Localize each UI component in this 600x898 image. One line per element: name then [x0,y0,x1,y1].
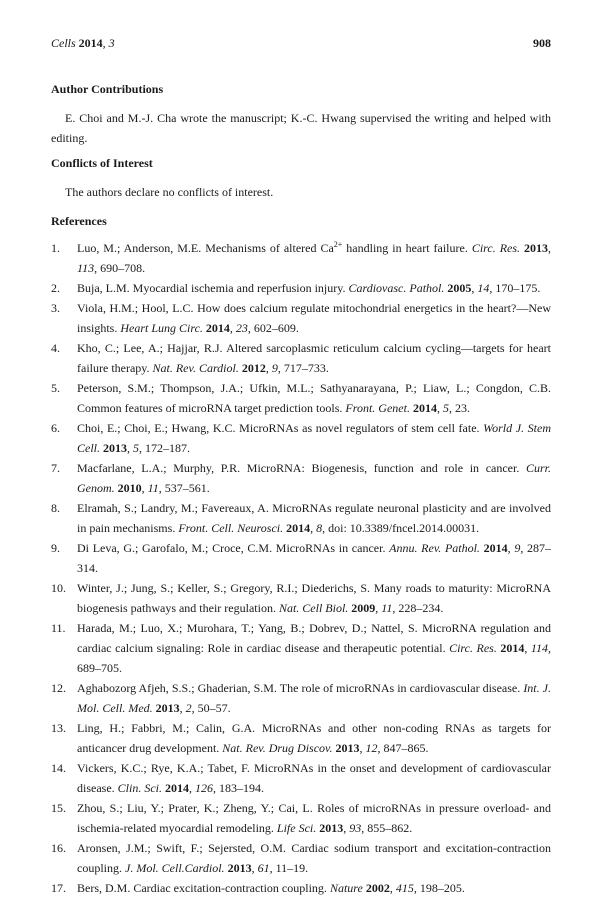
reference-year: 2014 [165,781,189,795]
reference-volume: 11 [147,481,159,495]
author-contributions-heading: Author Contributions [51,82,164,96]
reference-pages: , 847–865. [377,741,429,755]
reference-pages: , 172–187. [139,441,190,455]
reference-number: 16. [51,841,66,855]
reference-item: 6. Choi, E.; Choi, E.; Hwang, K.C. MicroRNAs as novel regulators of stem cell fate. World J. Stem Cell. 2013, 5, 172–187. [51,418,551,458]
reference-item: 11. Harada, M.; Luo, X.; Murohara, T.; Yang, B.; Dobrev, D.; Nattel, S. MicroRNA regulation and cardiac calcium signaling: Role in cardiac disease and therapeutic potential. Circ. Res. 2014, 114, 689–705. [51,618,551,678]
reference-journal: Front. Genet. [345,401,410,415]
reference-item: 4. Kho, C.; Lee, A.; Hajjar, R.J. Altered sarcoplasmic reticulum calcium cycling—targets for heart failure therapy. Nat. Rev. Cardiol. 2012, 9, 717–733. [51,338,551,378]
reference-text: Di Leva, G.; Garofalo, M.; Croce, C.M. MicroRNAs in cancer. [77,541,390,555]
reference-text: Elramah, S.; Landry, M.; Favereaux, A. MicroRNAs regulate neuronal plasticity and are involved in pain mechanisms. [77,501,551,535]
reference-number: 7. [51,461,60,475]
reference-item: 7. Macfarlane, L.A.; Murphy, P.R. MicroRNA: Biogenesis, function and role in cancer. Curr. Genom. 2010, 11, 537–561. [51,458,551,498]
reference-volume: 113 [77,261,95,275]
reference-year: 2013 [227,861,252,875]
reference-item: 1. Luo, M.; Anderson, M.E. Mechanisms of altered $Ca^{2+}$ handling in heart failure. Circ. Res. 2013, 113, 690–708. [51,240,552,275]
reference-number: 13. [51,721,66,735]
reference-year: 2013 [319,821,344,835]
reference-pages: , 689–705. [77,641,552,675]
reference-volume: 9 [514,541,521,555]
reference-journal: Nature [329,881,363,895]
reference-pages: , 855–862. [361,821,413,835]
reference-year: 2013 [155,701,180,715]
reference-pages: , 690–708. [94,261,146,275]
reference-text: Vickers, K.C.; Rye, K.A.; Tabet, F. MicroRNAs in the onset and development of cardiovascular disease. [77,761,551,795]
reference-pages: , 198–205. [413,881,465,895]
reference-number: 4. [51,341,60,355]
reference-journal: Clin. Sci. [117,781,162,795]
reference-journal: Heart Lung Circ. [120,321,203,335]
reference-number: 10. [51,581,66,595]
author-contributions-body: E. Choi and M.-J. Cha wrote the manuscript; K.-C. Hwang supervised the writing and helped with editing. [51,111,551,145]
reference-pages: , 50–57. [191,701,231,715]
reference-pages: , 602–609. [247,321,299,335]
reference-journal: Life Sci. [276,821,317,835]
reference-year: 2014 [286,521,311,535]
reference-volume: 14 [477,281,490,295]
reference-text: Ling, H.; Fabbri, M.; Calin, G.A. MicroRNAs and other non-coding RNAs as targets for anticancer drug development. [77,721,551,755]
reference-journal: Front. Cell. Neurosci. [178,521,284,535]
reference-number: 15. [51,801,66,815]
reference-text: Harada, M.; Luo, X.; Murohara, T.; Yang, B.; Dobrev, D.; Nattel, S. MicroRNA regulation and cardiac calcium signaling: Role in cardiac disease and therapeutic potential. [77,621,551,655]
reference-text: Buja, L.M. Myocardial ischemia and reperfusion injury. [77,281,349,295]
reference-number: 17. [51,881,66,895]
reference-volume: 93 [349,821,362,835]
reference-year: 2010 [117,481,142,495]
reference-number: 6. [51,421,60,435]
reference-text: Aghabozorg Afjeh, S.S.; Ghaderian, S.M. The role of microRNAs in cardiovascular disease. [77,681,524,695]
reference-item: 3. Viola, H.M.; Hool, L.C. How does calcium regulate mitochondrial energetics in the heart?—New insights. Heart Lung Circ. 2014, 23, 602–609. [51,298,551,338]
reference-pages: , 11–19. [269,861,309,875]
reference-text: Winter, J.; Jung, S.; Keller, S.; Gregory, R.I.; Diederichs, S. Many roads to maturity: MicroRNA biogenesis pathways and their regulation. [77,581,551,615]
reference-journal: J. Mol. Cell.Cardiol. [125,861,225,875]
reference-pages: , 228–234. [392,601,444,615]
reference-item: 17. Bers, D.M. Cardiac excitation-contraction coupling. Nature 2002, 415, 198–205. [51,878,551,898]
reference-journal: Circ. Res. [471,241,521,255]
reference-text: Zhou, S.; Liu, Y.; Prater, K.; Zheng, Y.; Cai, L. Roles of microRNAs in pressure overload- and ischemia-related myocardial remodeling. [77,801,551,835]
reference-number: 12. [51,681,66,695]
reference-item: 16. Aronsen, J.M.; Swift, F.; Sejersted, O.M. Cardiac sodium transport and excitation-contraction coupling. J. Mol. Cell.Cardiol. 2013, 61, 11–19. [51,838,551,878]
reference-pages: , 170–175. [489,281,541,295]
journal-volume: 3 [108,36,115,50]
reference-year: 2013 [524,241,549,255]
reference-journal: Nat. Cell Biol. [278,601,349,615]
reference-pages: , 183–194. [213,781,264,795]
reference-item: 5. Peterson, S.M.; Thompson, J.A.; Ufkin, M.L.; Sathyanarayana, P.; Liaw, L.; Congdon, C.B. Common features of microRNA target prediction tools. Front. Genet. 2014, 5, 23. [51,378,551,418]
reference-item: 15. Zhou, S.; Liu, Y.; Prater, K.; Zheng, Y.; Cai, L. Roles of microRNAs in pressure overload- and ischemia-related myocardial remodeling. Life Sci. 2013, 93, 855–862. [51,798,551,838]
reference-volume: 5 [442,401,449,415]
reference-volume: 11 [381,601,393,615]
reference-year: 2014 [500,641,525,655]
conflicts-text [51,182,551,202]
journal-citation: Cells 2014, 3 [51,36,115,50]
reference-number: 11. [51,621,66,635]
reference-journal: Circ. Res. [449,641,497,655]
reference-item: 12. Aghabozorg Afjeh, S.S.; Ghaderian, S.M. The role of microRNAs in cardiovascular disease. Int. J. Mol. Cell. Med. 2013, 2, 50–57. [51,678,551,718]
reference-volume: 23 [235,321,248,335]
reference-item: 8. Elramah, S.; Landry, M.; Favereaux, A. MicroRNAs regulate neuronal plasticity and are involved in pain mechanisms. Front. Cell. Neurosci. 2014, 8, doi: 10.3389/fncel.2014.00031. [51,498,551,538]
reference-number: 8. [51,501,60,515]
reference-text: Choi, E.; Choi, E.; Hwang, K.C. MicroRNAs as novel regulators of stem cell fate. [77,421,484,435]
reference-year: 2014 [483,541,508,555]
reference-year: 2012 [241,361,266,375]
reference-volume: 126 [195,781,213,795]
reference-item: 10. Winter, J.; Jung, S.; Keller, S.; Gregory, R.I.; Diederichs, S. Many roads to maturity: MicroRNA biogenesis pathways and their regulation. Nat. Cell Biol. 2009, 11, 228–234. [51,578,551,618]
reference-text: Aronsen, J.M.; Swift, F.; Sejersted, O.M. Cardiac sodium transport and excitation-contraction coupling. [77,841,551,875]
references-heading: References [51,214,107,228]
reference-year: 2005 [447,281,472,295]
reference-year: 2009 [351,601,376,615]
reference-volume: 12 [365,741,378,755]
conflicts-body: The authors declare no conflicts of interest. [65,185,274,199]
reference-journal: Nat. Rev. Cardiol. [152,361,239,375]
reference-pages: , 287–314. [77,541,551,575]
reference-volume: 114 [530,641,549,655]
reference-text: Kho, C.; Lee, A.; Hajjar, R.J. Altered sarcoplasmic reticulum calcium cycling—targets for heart failure therapy. [77,341,551,375]
reference-year: 2014 [412,401,437,415]
reference-number: 9. [51,541,60,555]
reference-number: 3. [51,301,60,315]
reference-number: 1. [51,241,60,255]
reference-volume: 5 [133,441,139,455]
reference-item: 2. Buja, L.M. Myocardial ischemia and reperfusion injury. Cardiovasc. Pathol. 2005, 14, 170–175. [51,278,551,298]
reference-journal: World J. Stem Cell. [77,421,551,455]
reference-text: Luo, M.; Anderson, M.E. Mechanisms of altered Ca [77,241,334,255]
journal-name: Cells [51,36,76,50]
reference-pages: , 537–561. [158,481,210,495]
reference-journal: Nat. Rev. Drug Discov. [222,741,333,755]
reference-volume: 61 [257,861,270,875]
references-list [51,238,551,898]
reference-text: Viola, H.M.; Hool, L.C. How does calcium regulate mitochondrial energetics in the heart?—New insights. [77,301,551,335]
reference-pages: , 23. [448,401,470,415]
reference-item: 14. Vickers, K.C.; Rye, K.A.; Tabet, F. MicroRNAs in the onset and development of cardiovascular disease. Clin. Sci. 2014, 126, 183–194. [51,758,551,798]
page-number: 908 [533,36,551,50]
reference-journal: Annu. Rev. Pathol. [389,541,480,555]
journal-year: 2014 [78,36,103,50]
reference-pages: , doi: 10.3389/fncel.2014.00031. [322,521,480,535]
reference-year: 2002 [365,881,390,895]
reference-volume: 8 [316,521,323,535]
reference-volume: 9 [271,361,278,375]
reference-text: Bers, D.M. Cardiac excitation-contraction coupling. [77,881,330,895]
reference-journal: Curr. Genom. [77,461,551,495]
reference-number: 2. [51,281,60,295]
reference-superscript: 2+ [333,240,343,249]
reference-journal: Cardiovasc. Pathol. [348,281,445,295]
reference-year: 2014 [205,321,230,335]
reference-journal: Int. J. Mol. Cell. Med. [77,681,552,715]
reference-number: 14. [51,761,66,775]
reference-item: 13. Ling, H.; Fabbri, M.; Calin, G.A. MicroRNAs and other non-coding RNAs as targets for anticancer drug development. Nat. Rev. Drug Discov. 2013, 12, 847–865. [51,718,551,758]
reference-text: Macfarlane, L.A.; Murphy, P.R. MicroRNA: Biogenesis, function and role in cancer. [77,461,526,475]
reference-pages: , 717–733. [277,361,329,375]
reference-text: Peterson, S.M.; Thompson, J.A.; Ufkin, M.L.; Sathyanarayana, P.; Liaw, L.; Congdon, C.B. Common features of microRNA target prediction tools. [77,381,551,415]
reference-volume: 415 [395,881,414,895]
reference-text-cont: handling in heart failure. [342,241,472,255]
reference-item: 9. Di Leva, G.; Garofalo, M.; Croce, C.M. MicroRNAs in cancer. Annu. Rev. Pathol. 2014, 9, 287–314. [51,538,551,578]
conflicts-heading: Conflicts of Interest [51,156,153,170]
reference-year: 2013 [103,441,127,455]
author-contributions-text [51,108,551,148]
reference-volume: 2 [185,701,192,715]
reference-year: 2013 [335,741,360,755]
reference-number: 5. [51,381,60,395]
